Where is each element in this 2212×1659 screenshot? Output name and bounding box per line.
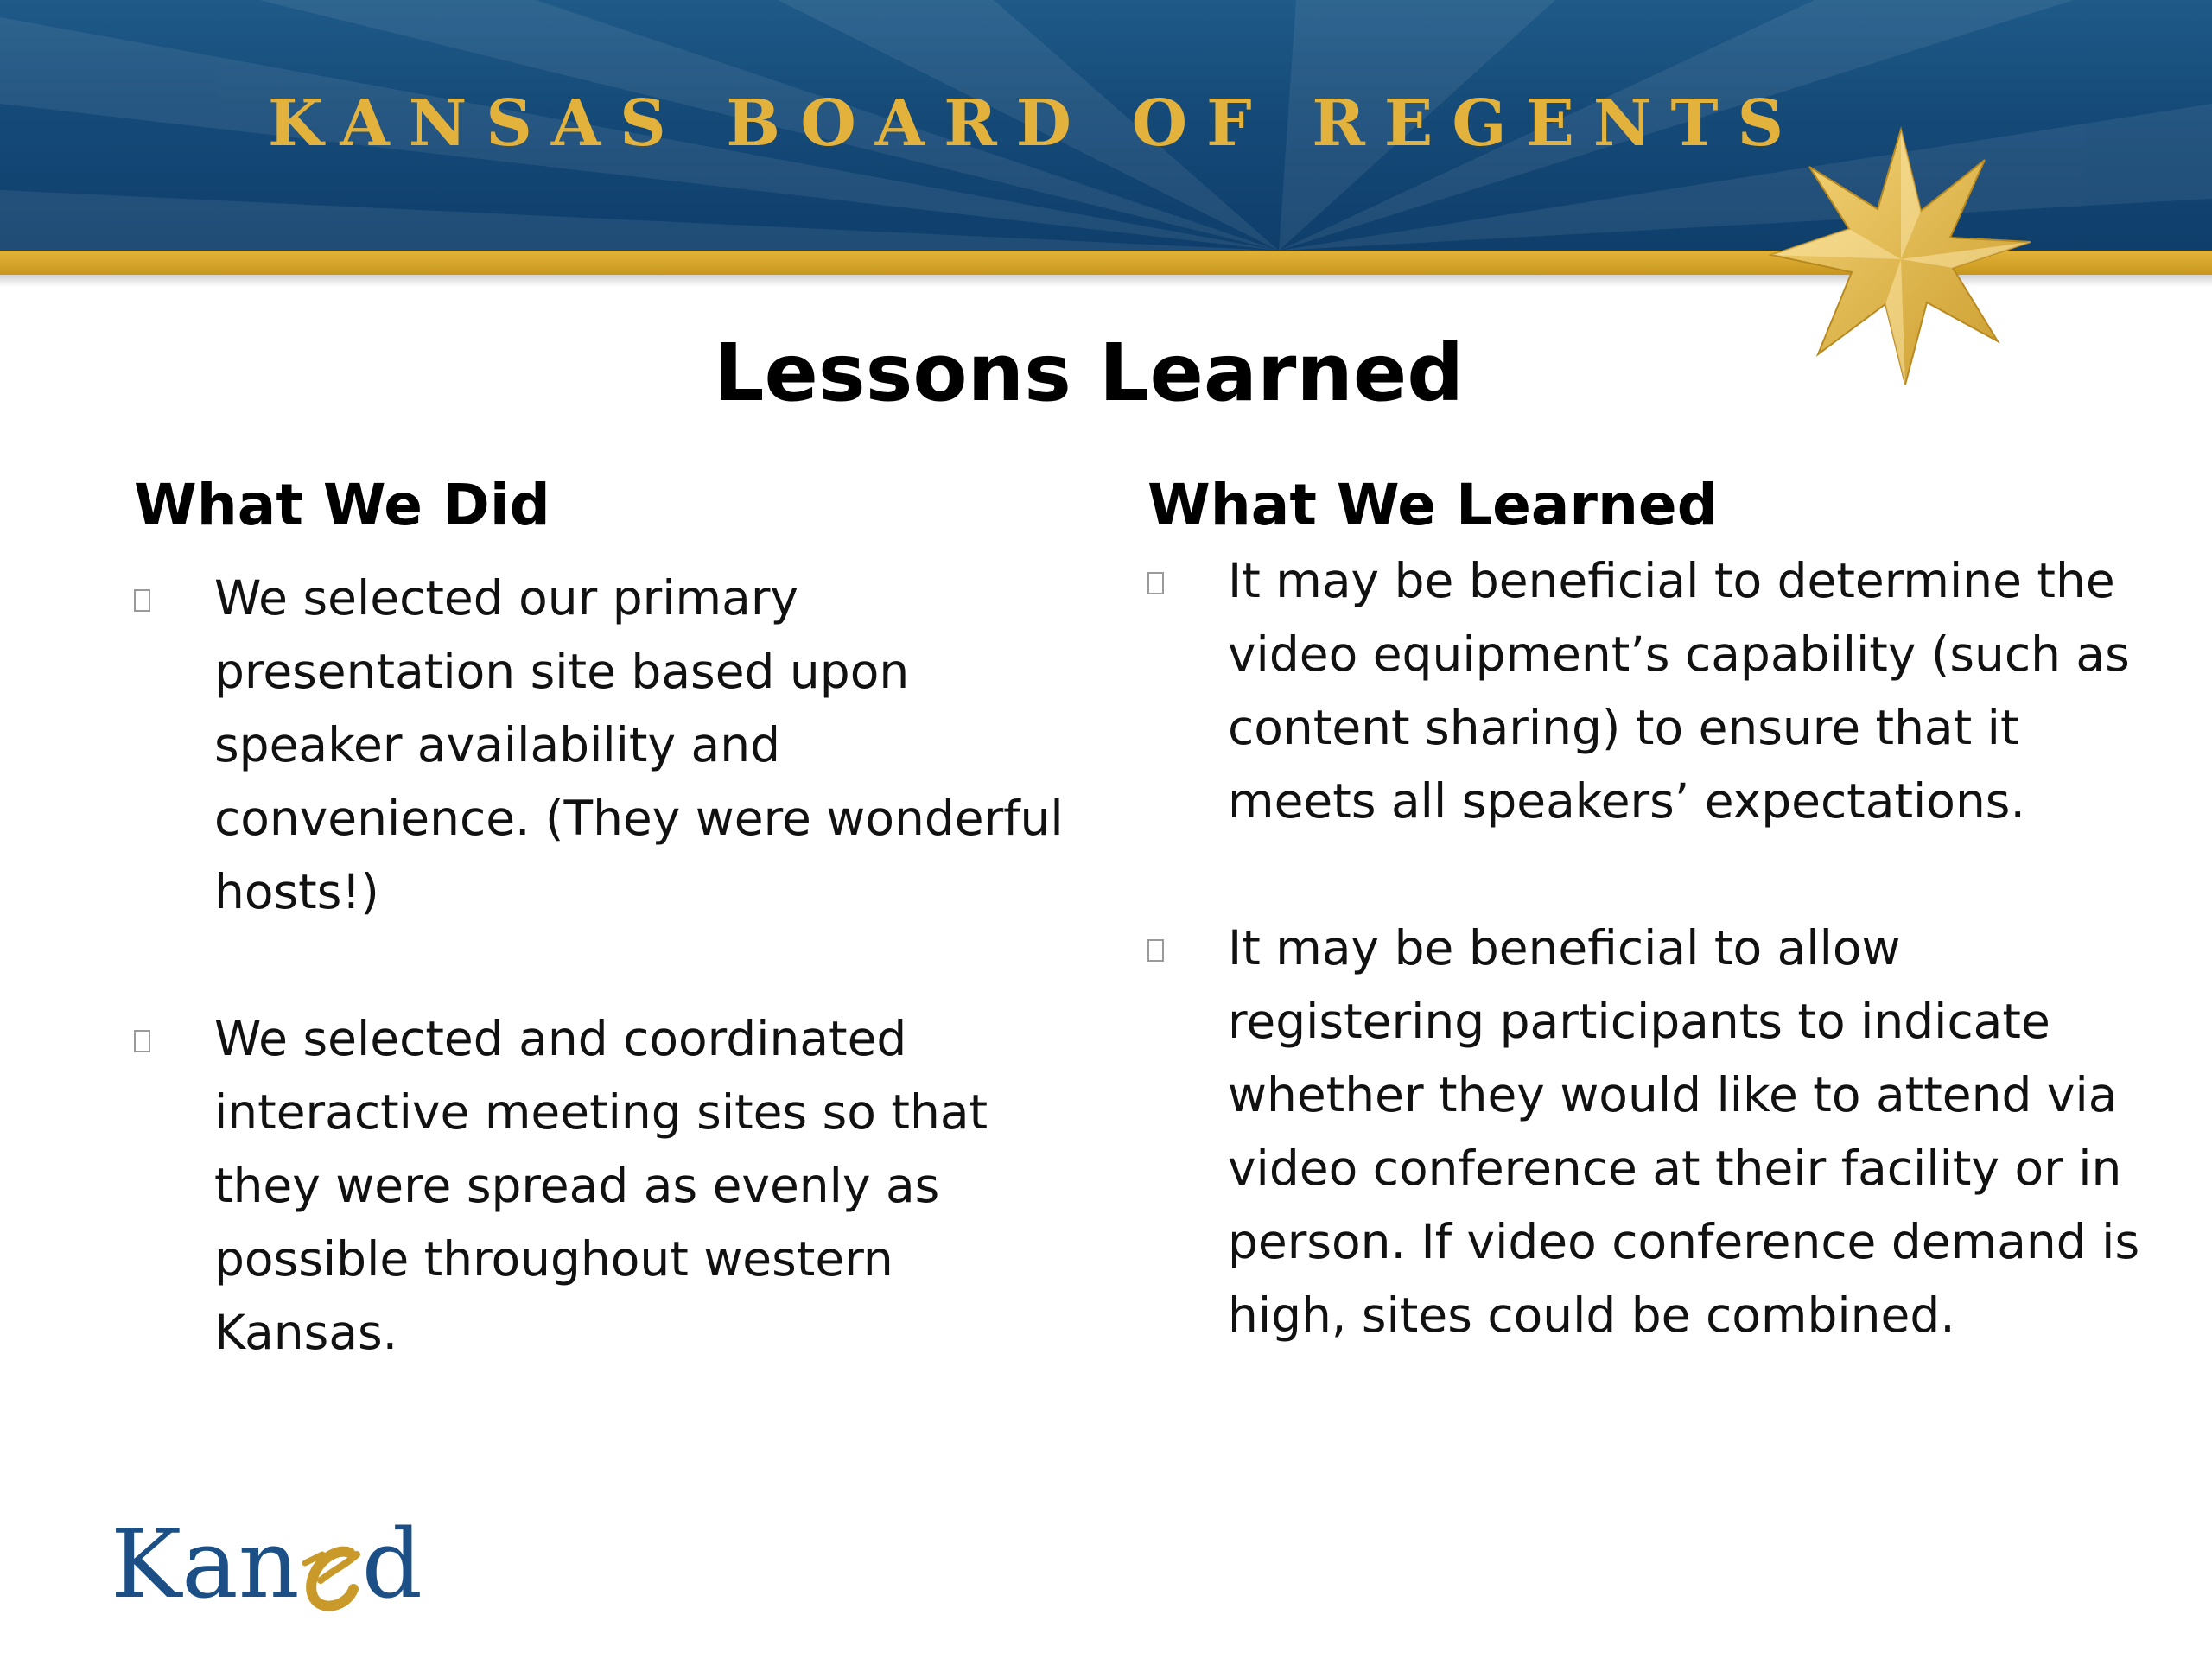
bullet-box-icon: [134, 1030, 150, 1052]
what-we-did-column: [134, 467, 1076, 1370]
logo-text-left: Kan: [111, 1509, 300, 1619]
bullet-text: We selected and coordinated interactive meeting sites so that they were spread as evenly as possible throughout western Kansas.: [214, 1011, 988, 1360]
right-column-heading: What We Learned: [1147, 472, 1718, 538]
list-item: [1147, 544, 2141, 838]
bullet-box-icon: [1147, 572, 1164, 594]
logo-text-right: d: [361, 1509, 423, 1619]
bullet-box-icon: [134, 589, 150, 612]
slide-title: Lessons Learned: [713, 327, 1465, 419]
list-item: [1147, 912, 2141, 1352]
left-bullet-list: [134, 562, 1076, 1370]
right-bullet-list: [1147, 544, 2141, 1352]
list-item: [134, 1002, 1076, 1370]
what-we-learned-column: [1147, 467, 2141, 1352]
bullet-text: It may be beneficial to determine the video equipment’s capability (such as content sharing) to ensure that it meets all speakers’ expectations.: [1228, 553, 2130, 829]
bullet-text: We selected our primary presentation site based upon speaker availability and convenience. (They were wonderful hosts!): [214, 570, 1064, 919]
left-column-heading: What We Did: [134, 472, 550, 538]
kaned-logo: [111, 1509, 423, 1619]
organization-name: KANSAS BOARD OF REGENTS: [268, 86, 1803, 161]
bullet-box-icon: [1147, 939, 1164, 962]
list-item: [134, 562, 1076, 929]
bullet-text: It may be beneficial to allow registering participants to indicate whether they would like to attend via video conference at their facility or in person. If video conference demand is high, sites could be combined.: [1228, 920, 2140, 1343]
logo-e-mark-icon: [296, 1529, 365, 1615]
